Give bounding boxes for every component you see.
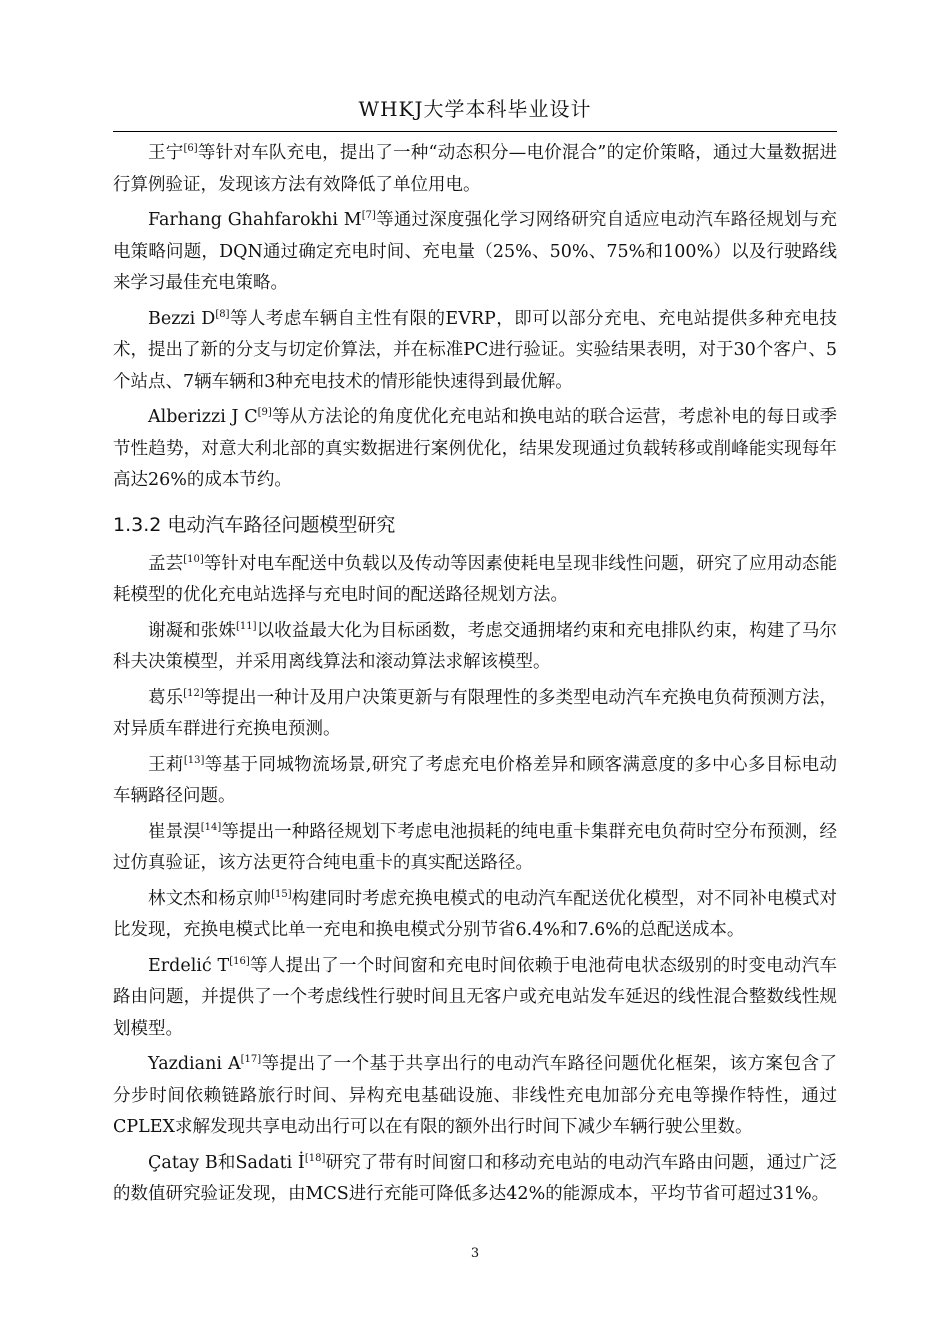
citation-ref: [13] [183, 754, 205, 766]
paragraph-ref-12 [113, 683, 837, 746]
citation-ref: [18] [304, 1152, 326, 1164]
paragraph-lead: 葛乐 [148, 687, 184, 708]
paragraph-ref-15 [113, 884, 837, 947]
section-heading: 1.3.2 电动汽车路径问题模型研究 [113, 513, 396, 536]
paragraph-text: 研究了带有时间窗口和移动充电站的电动汽车路由问题，通过广泛的数值研究验证发现，由MCS进行充能可降低多达42%的能源成本，平均节省可超过31%。 [113, 1152, 838, 1204]
citation-ref: [7] [361, 210, 376, 222]
paragraph-text: 等针对电车配送中负载以及传动等因素使耗电呈现非线性问题，研究了应用动态能耗模型的优化充电站选择与充电时间的配送路径规划方法。 [113, 553, 838, 605]
paragraph-lead: Alberizzi J C [148, 407, 258, 427]
paragraph-lead: Farhang Ghahfarokhi M [148, 210, 362, 230]
citation-ref: [12] [183, 687, 204, 699]
citation-ref: [14] [200, 821, 222, 833]
paragraph-text: 等提出一种路径规划下考虑电池损耗的纯电重卡集群充电负荷时空分布预测，经过仿真验证，该方法更符合纯电重卡的真实配送路径。 [113, 821, 838, 873]
paragraph-lead: 孟芸 [148, 553, 184, 574]
citation-ref: [6] [183, 143, 198, 155]
paragraph-ref-10 [113, 549, 837, 612]
paragraph-lead: 王莉 [148, 754, 184, 775]
paragraph-ref-11 [113, 616, 837, 679]
page-number: 3 [470, 1246, 480, 1261]
paragraph-text: 等从方法论的角度优化充电站和换电站的联合运营，考虑补电的每日或季节性趋势，对意大利北部的真实数据进行案例优化，结果发现通过负载转移或削峰能实现每年高达26%的成本节约。 [113, 407, 838, 490]
paragraph-ref-18 [113, 1148, 837, 1211]
paragraph-lead: 崔景淏 [148, 821, 201, 842]
paragraph-lead: 王宁 [148, 143, 184, 163]
paragraph-lead: Bezzi D [148, 308, 216, 329]
paragraph-ref-16 [113, 951, 837, 1046]
paragraph-ref-13 [113, 750, 837, 813]
citation-ref: [17] [240, 1054, 262, 1066]
paragraph-text: 等人考虑车辆自主性有限的EVRP，即可以部分充电、充电站提供多种充电技术，提出了新的分支与切定价算法，并在标准PC进行验证。实验结果表明，对于30个客户、5个站点、7辆车辆和3种充电技术的情形能快速得到最优解。 [113, 308, 837, 392]
paragraph-lead: 谢凝和张姝 [148, 620, 236, 641]
citation-ref: [15] [271, 888, 292, 900]
paragraph-lead: Çatay B和Sadati İ [148, 1152, 305, 1173]
paragraph-lead: 林文杰和杨京帅 [148, 888, 272, 909]
citation-ref: [9] [257, 407, 272, 419]
paragraph-ref-9 [113, 402, 837, 497]
paragraph-text: 等提出一种计及用户决策更新与有限理性的多类型电动汽车充换电负荷预测方法，对异质车群进行充换电预测。 [113, 687, 838, 739]
paragraph-text: 以收益最大化为目标函数，考虑交通拥堵约束和充电排队约束，构建了马尔科夫决策模型，并采用离线算法和滚动算法求解该模型。 [113, 620, 838, 672]
body-content [113, 138, 837, 1215]
running-header: WHKJ大学本科毕业设计 [358, 97, 592, 121]
paragraph-text: 等针对车队充电，提出了一种“动态积分—电价混合”的定价策略，通过大量数据进行算例验证，发现该方法有效降低了单位用电。 [113, 143, 838, 195]
paragraph-text: 等人提出了一个时间窗和充电时间依赖于电池荷电状态级别的时变电动汽车路由问题，并提供了一个考虑线性行驶时间且无客户或充电站发车延迟的线性混合整数线性规划模型。 [113, 955, 837, 1039]
document-page [113, 0, 837, 1344]
header-rule [113, 131, 837, 132]
paragraph-text: 等提出了一个基于共享出行的电动汽车路径问题优化框架，该方案包含了分步时间依赖链路旅行时间、异构充电基础设施、非线性充电加部分充电等操作特性，通过CPLEX求解发现共享电动出行可以在有限的额外出行时间下减少车辆行驶公里数。 [113, 1054, 838, 1137]
paragraph-text: 等通过深度强化学习网络研究自适应电动汽车路径规划与充电策略问题，DQN通过确定充电时间、充电量（25%、50%、75%和100%）以及行驶路线来学习最佳充电策略。 [113, 210, 837, 293]
paragraph-ref-17 [113, 1049, 837, 1144]
paragraph-text: 构建同时考虑充换电模式的电动汽车配送优化模型，对不同补电模式对比发现，充换电模式比单一充电和换电模式分别节省6.4%和7.6%的总配送成本。 [113, 888, 837, 940]
paragraph-lead: Erdelić T [148, 955, 230, 976]
paragraph-ref-7 [113, 205, 837, 300]
citation-ref: [11] [235, 620, 257, 632]
citation-ref: [8] [215, 308, 230, 320]
paragraph-lead: Yazdiani A [148, 1054, 241, 1074]
citation-ref: [16] [229, 955, 250, 967]
paragraph-ref-14 [113, 817, 837, 880]
citation-ref: [10] [183, 553, 204, 565]
paragraph-text: 等基于同城物流场景,研究了考虑充电价格差异和顾客满意度的多中心多目标电动车辆路径问题。 [113, 754, 837, 806]
paragraph-ref-8 [113, 304, 837, 399]
paragraph-ref-6 [113, 138, 837, 201]
